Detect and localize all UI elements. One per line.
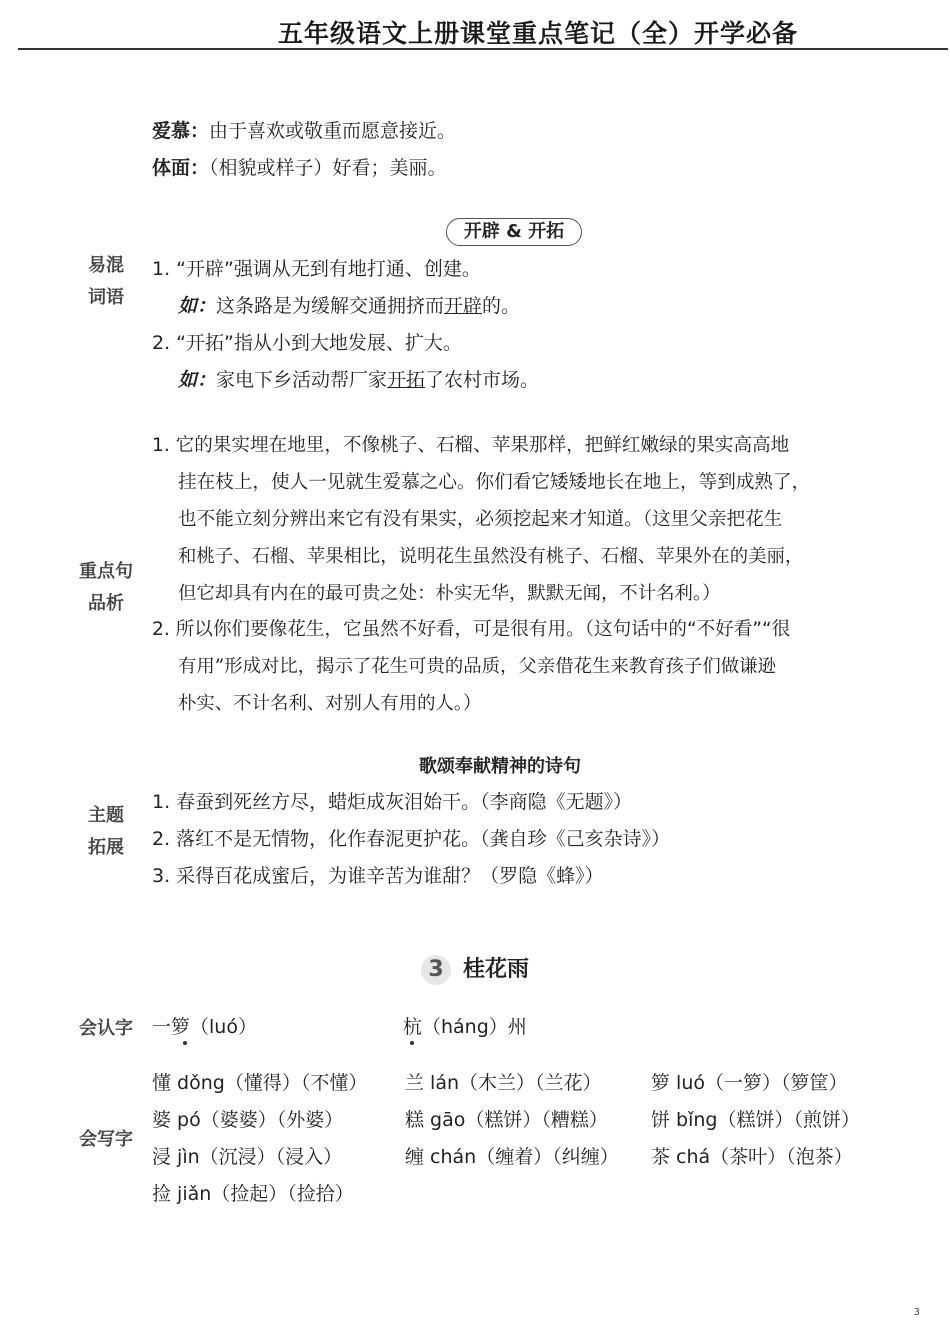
- write-item: 缠 chán（缠着）（纠缠）: [405, 1146, 619, 1168]
- sentence-line: 但它却具有内在的最可贵之处：朴实无华，默默无闻，不计名利。）: [178, 583, 721, 604]
- write-item: 捡 jiǎn（捡起）（捡拾）: [152, 1183, 354, 1205]
- sentence-line: 也不能立刻分辨出来它有没有果实，必须挖起来才知道。（这里父亲把花生: [178, 509, 783, 530]
- recognize-label: 会认字: [79, 1018, 133, 1039]
- poem-line: [152, 789, 632, 815]
- poem-text: 1. 春蚕到死丝方尽，蜡炬成灰泪始干。: [152, 791, 481, 813]
- example-line: [178, 293, 520, 319]
- example-marker: 如：: [178, 295, 217, 317]
- poem-source: （龚自珍《己亥杂诗》）: [480, 828, 671, 850]
- label-line: 拓展: [88, 837, 124, 858]
- poem-line: [152, 863, 604, 889]
- list-item: 1. “开辟”强调从无到有地打通、创建。: [152, 258, 481, 280]
- write-label: 会写字: [79, 1129, 133, 1150]
- definition-line: [152, 118, 456, 144]
- label-line: 易混: [88, 255, 124, 276]
- example-text: 这条路是为缓解交通拥挤而: [216, 295, 445, 317]
- sentence-line: 朴实、不计名利、对别人有用的人。）: [178, 693, 482, 714]
- example-text: 的。: [482, 295, 521, 317]
- write-item: 懂 dǒng（懂得）（不懂）: [152, 1072, 368, 1094]
- sentence-line: 挂在枝上，使人一见就生爱慕之心。你们看它矮矮地长在地上，等到成熟了，: [178, 472, 811, 493]
- definition-line: [152, 155, 447, 181]
- definition-text: 由于喜欢或敬重而愿意接近。: [209, 120, 457, 142]
- section-label-key-sentences: [71, 556, 141, 620]
- underlined-word: 开辟: [444, 295, 483, 317]
- emphasis-dot: [410, 1041, 414, 1045]
- label-line: 品析: [88, 593, 124, 614]
- word-pair-pill: 开辟 & 开拓: [446, 218, 582, 246]
- recognize-char: 杭（háng）州: [403, 1016, 527, 1038]
- example-line: [178, 367, 539, 393]
- sentence-line: 和桃子、石榴、苹果相比，说明花生虽然没有桃子、石榴、苹果外在的美丽，: [178, 546, 804, 567]
- label-line: 重点句: [79, 561, 133, 582]
- section-label-confusing: [71, 250, 141, 314]
- definition-term: 体面：: [152, 157, 210, 179]
- write-item: 饼 bǐng（糕饼）（煎饼）: [651, 1109, 860, 1131]
- write-item: 箩 luó（一箩）（箩筐）: [651, 1072, 848, 1094]
- poem-text: 3. 采得百花成蜜后，为谁辛苦为谁甜？: [152, 865, 481, 887]
- list-item: 2. “开拓”指从小到大地发展、扩大。: [152, 332, 462, 354]
- example-text: 家电下乡活动帮厂家: [216, 369, 388, 391]
- sentence-line: 有用”形成对比，揭示了花生可贵的品质，父亲借花生来教育孩子们做谦逊: [178, 656, 776, 677]
- write-item: 婆 pó（婆婆）（外婆）: [152, 1109, 344, 1131]
- poem-source: （罗隐《蜂》）: [480, 865, 604, 887]
- definition-text: （相貌或样子）好看；美丽。: [209, 157, 447, 179]
- write-item: 兰 lán（木兰）（兰花）: [405, 1072, 602, 1094]
- example-text: 了农村市场。: [425, 369, 540, 391]
- write-item: 浸 jìn（沉浸）（浸入）: [152, 1146, 343, 1168]
- section-label-theme: [71, 800, 141, 864]
- lesson-title: 桂花雨: [462, 957, 529, 982]
- poem-text: 2. 落红不是无情物，化作春泥更护花。: [152, 828, 481, 850]
- header-divider: [18, 48, 948, 50]
- recognize-char: 一箩（luó）: [152, 1016, 257, 1038]
- write-item: 糕 gāo（糕饼）（糟糕）: [405, 1109, 608, 1131]
- poem-line: [152, 826, 670, 852]
- underlined-word: 开拓: [387, 369, 426, 391]
- theme-title: 歌颂奉献精神的诗句: [419, 756, 581, 777]
- example-marker: 如：: [178, 369, 217, 391]
- sentence-line: 2. 所以你们要像花生，它虽然不好看，可是很有用。（这句话中的“不好看”“很: [152, 619, 791, 640]
- write-item: 茶 chá（茶叶）（泡茶）: [651, 1146, 853, 1168]
- lesson-heading: [0, 952, 950, 985]
- lesson-number-badge: 3: [421, 955, 451, 985]
- sentence-line: 1. 它的果实埋在地里，不像桃子、石榴、苹果那样，把鲜红嫩绿的果实高高地: [152, 435, 790, 456]
- emphasis-dot: [183, 1041, 187, 1045]
- label-line: 主题: [88, 805, 124, 826]
- label-line: 词语: [88, 287, 124, 308]
- definition-term: 爱慕：: [152, 120, 210, 142]
- page-title: 五年级语文上册课堂重点笔记（全）开学必备: [277, 19, 798, 48]
- poem-source: （李商隐《无题》）: [480, 791, 633, 813]
- page-number: 3: [913, 1307, 920, 1318]
